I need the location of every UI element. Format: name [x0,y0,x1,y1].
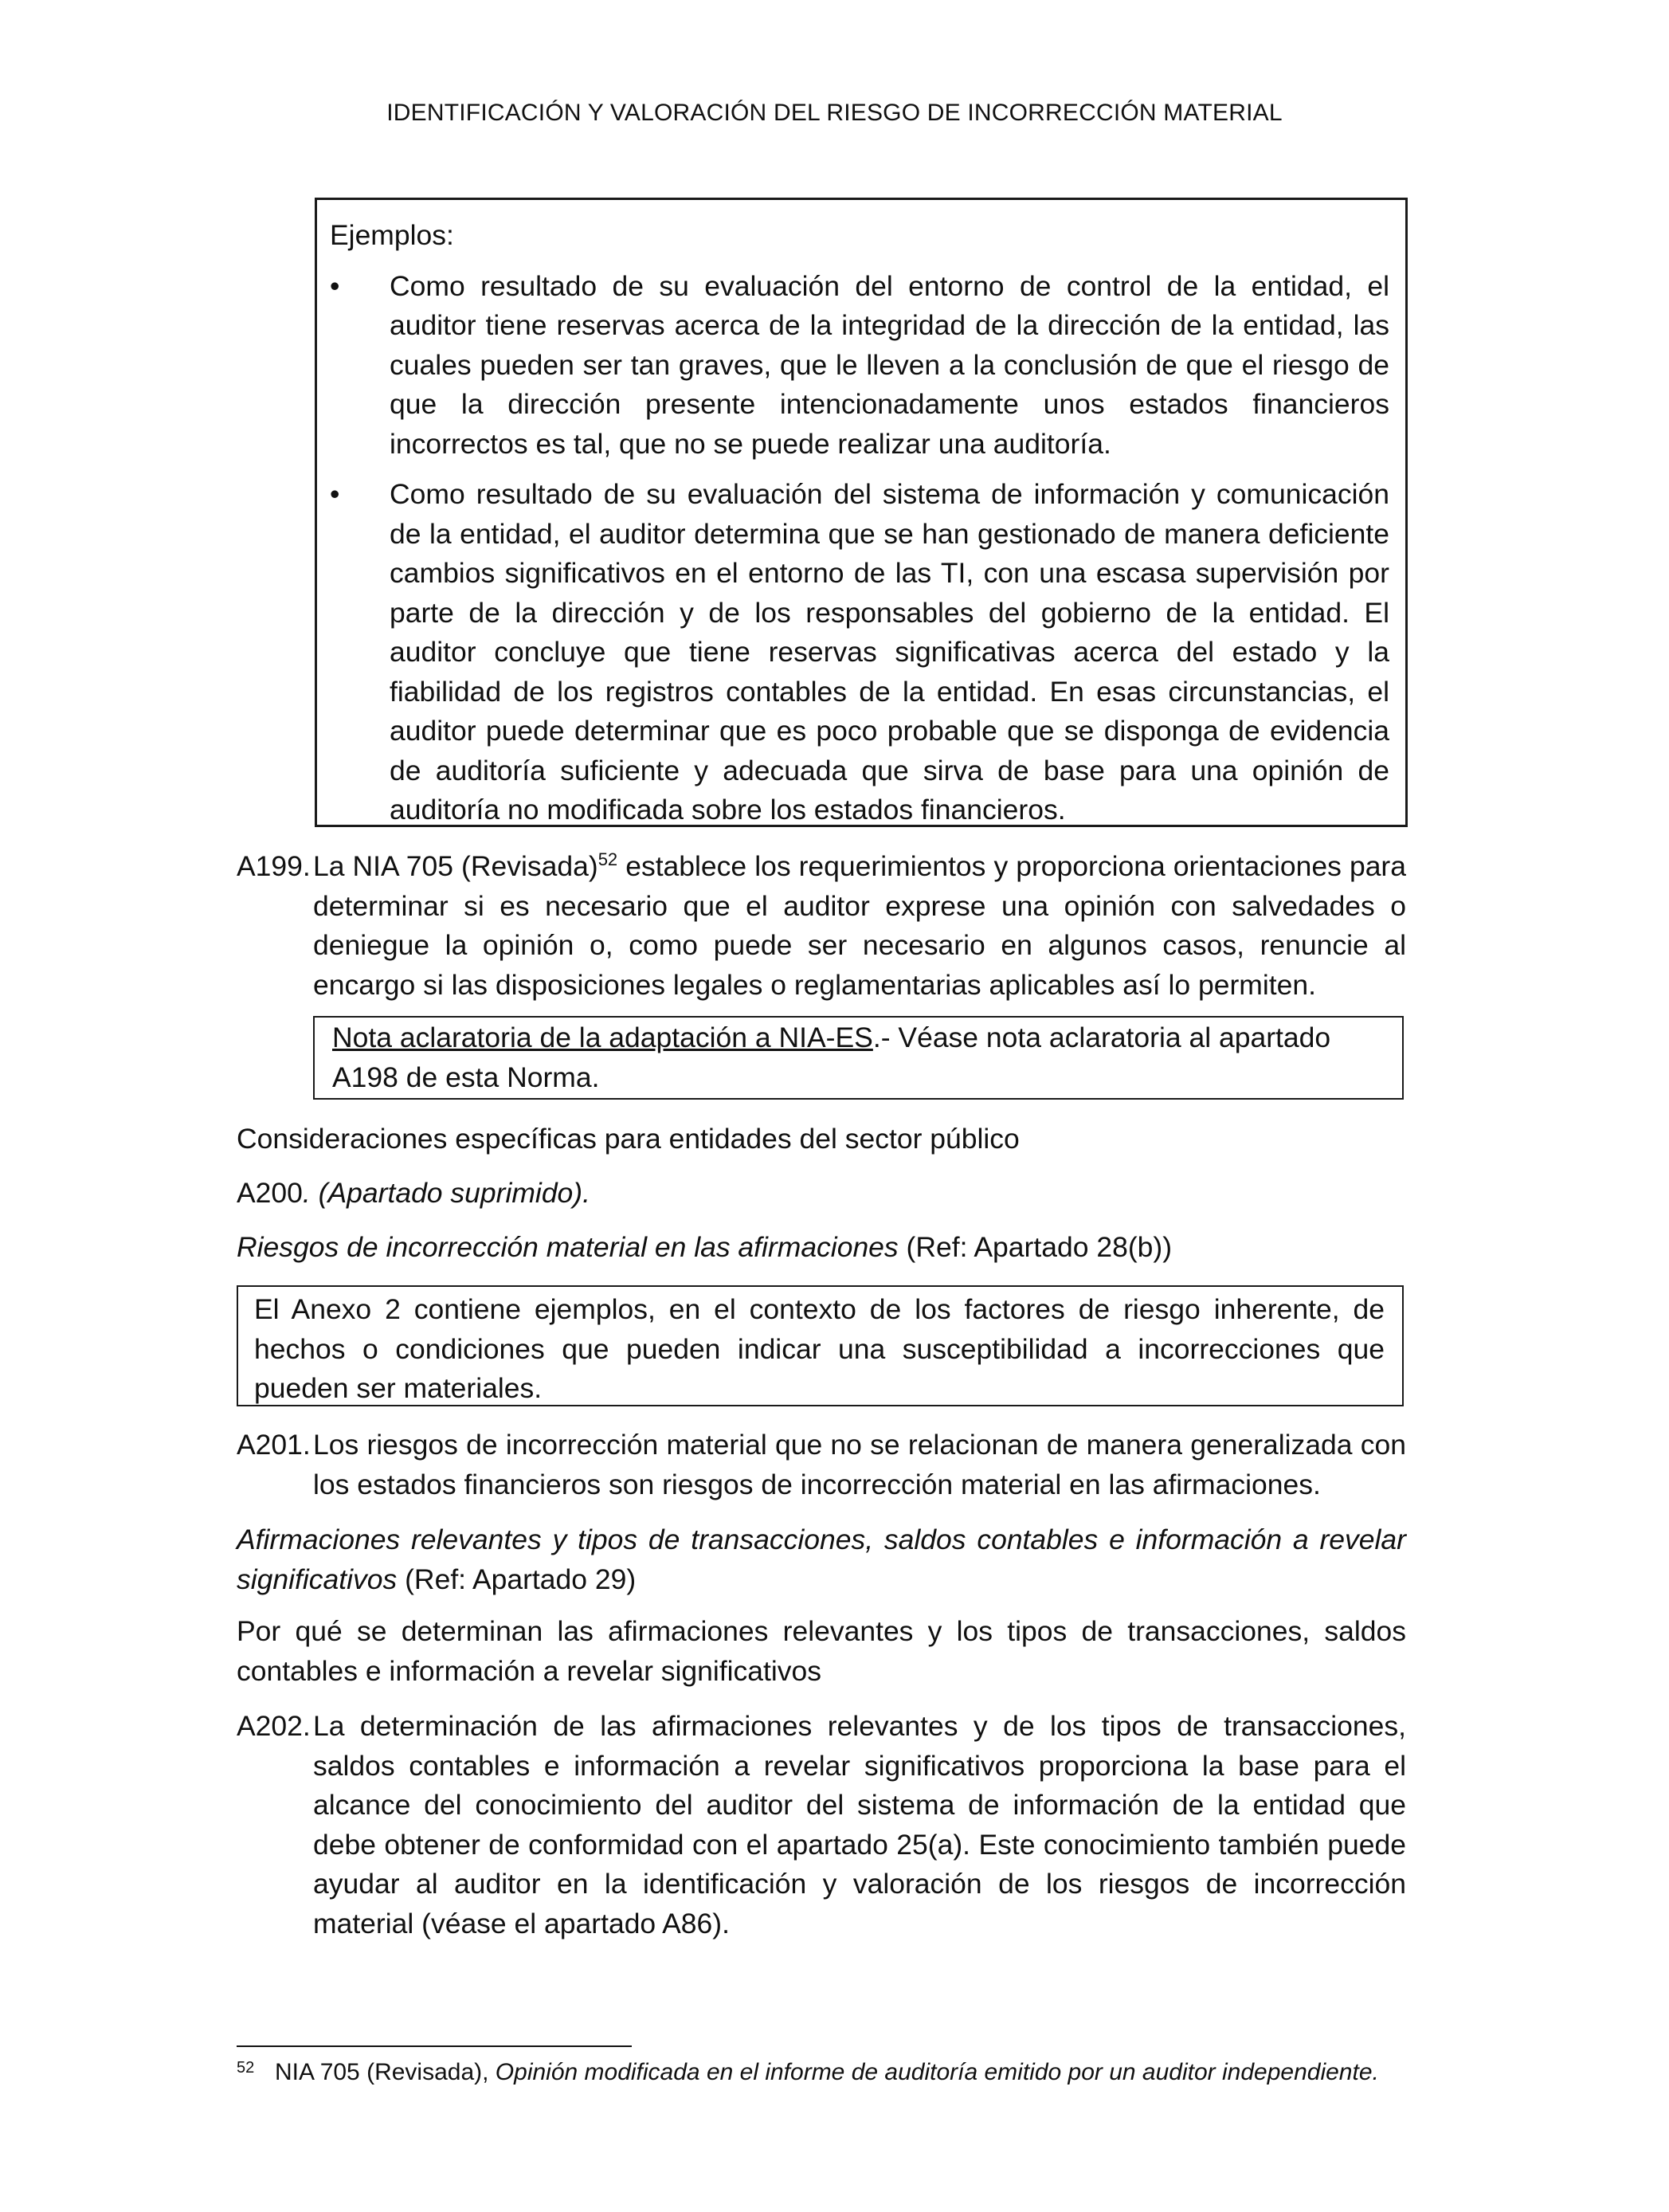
footnote [237,2056,1406,2089]
paragraph-text: Los riesgos de incorrección material que no se relacionan de manera generalizada con los estados financieros son riesgos de incorrección material en las afirmaciones. [313,1429,1406,1500]
list-item [330,475,1389,830]
assertions-heading [237,1520,1406,1599]
paragraph-number: A202. [237,1710,311,1742]
bullet-icon: • [330,269,340,302]
paragraph-number: A201. [237,1429,311,1461]
footnote-number: 52 [237,2059,255,2077]
paragraph-a200 [237,1174,1406,1214]
page-header: IDENTIFICACIÓN Y VALORACIÓN DEL RIESGO DE INCORRECCIÓN MATERIAL [386,100,1283,126]
footnote-ref[interactable]: 52 [597,849,618,870]
note-link[interactable]: Nota aclaratoria de la adaptación a NIA-ES [332,1022,873,1053]
paragraph-number: A199. [237,850,311,882]
public-sector-heading: Consideraciones específicas para entidades del sector público [237,1123,1020,1155]
paragraph-a202 [237,1707,1406,1943]
paragraph-a201 [237,1426,1406,1504]
paragraph-text [313,847,1406,1005]
paragraph-text: . (Apartado suprimido). [302,1177,590,1209]
heading-text: Afirmaciones relevantes y tipos de transacciones, saldos contables e información a revelar significativos [237,1524,1406,1595]
note-box [313,1016,1404,1100]
paragraph-text-part: establece los requerimientos y proporciona orientaciones para determinar si es necesario que el auditor exprese una opinión con salvedades o deniegue la opinión o, como puede ser necesario en algunos casos, renuncie al encargo si las disposiciones legales o reglamentarias aplicables así lo permiten. [313,850,1406,1001]
risks-heading [237,1228,1406,1268]
paragraph-number: A200 [237,1177,303,1209]
footnote-title: Opinión modificada en el informe de auditoría emitido por un auditor independiente. [495,2059,1379,2085]
example-text: Como resultado de su evaluación del entorno de control de la entidad, el auditor tiene reservas acerca de la integridad de la dirección de la entidad, las cuales pueden ser tan graves, que le lleven a la conclusión de que el riesgo de que la dirección presente intencionadamente unos estados financieros incorrectos es tal, que no se puede realizar una auditoría. [390,269,1389,460]
annex-box: El Anexo 2 contiene ejemplos, en el contexto de los factores de riesgo inherente, de hechos o condiciones que pueden indicar una susceptibilidad a incorrecciones que pueden ser materiales. [237,1285,1404,1406]
heading-ref: (Ref: Apartado 28(b)) [898,1231,1173,1263]
paragraph-text: La determinación de las afirmaciones relevantes y de los tipos de transacciones, saldos contables e información a revelar significativos proporciona la base para el alcance del conocimiento del auditor del sistema de información de la entidad que debe obtener de conformidad con el apartado 25(a). Este conocimiento también puede ayudar al auditor en la identificación y valoración de los riesgos de incorrección material (véase el apartado A86). [313,1710,1406,1939]
footnote-text-part: NIA 705 (Revisada), [275,2059,496,2085]
heading-ref: (Ref: Apartado 29) [397,1563,637,1595]
paragraph-text-part: La NIA 705 (Revisada) [313,850,598,882]
example-text: Como resultado de su evaluación del sistema de información y comunicación de la entidad, el auditor determina que se han gestionado de manera deficiente cambios significativos en el entorno de las TI, con una escasa supervisión por parte de la dirección y de los responsables del gobierno de la entidad. El auditor concluye que tiene reservas significativas acerca del estado y la fiabilidad de los registros contables de la entidad. En esas circunstancias, el auditor puede determinar que es poco probable que se disponga de evidencia de auditoría suficiente y adecuada que sirva de base para una opinión de auditoría no modificada sobre los estados financieros. [390,478,1389,826]
note-text: .- Véase nota aclaratoria al apartado A198 de esta Norma. [332,1022,1331,1093]
heading-text: Riesgos de incorrección material en las afirmaciones [237,1231,899,1263]
footnote-rule [237,2045,632,2047]
examples-label: Ejemplos: [330,219,454,251]
footnote-text [275,2056,1406,2089]
bullet-icon: • [330,478,340,510]
examples-box [315,198,1408,827]
list-item [330,267,1389,465]
why-heading: Por qué se determinan las afirmaciones relevantes y los tipos de transacciones, saldos contables e información a revelar significativos [237,1615,1406,1687]
paragraph-a199 [237,847,1406,1005]
